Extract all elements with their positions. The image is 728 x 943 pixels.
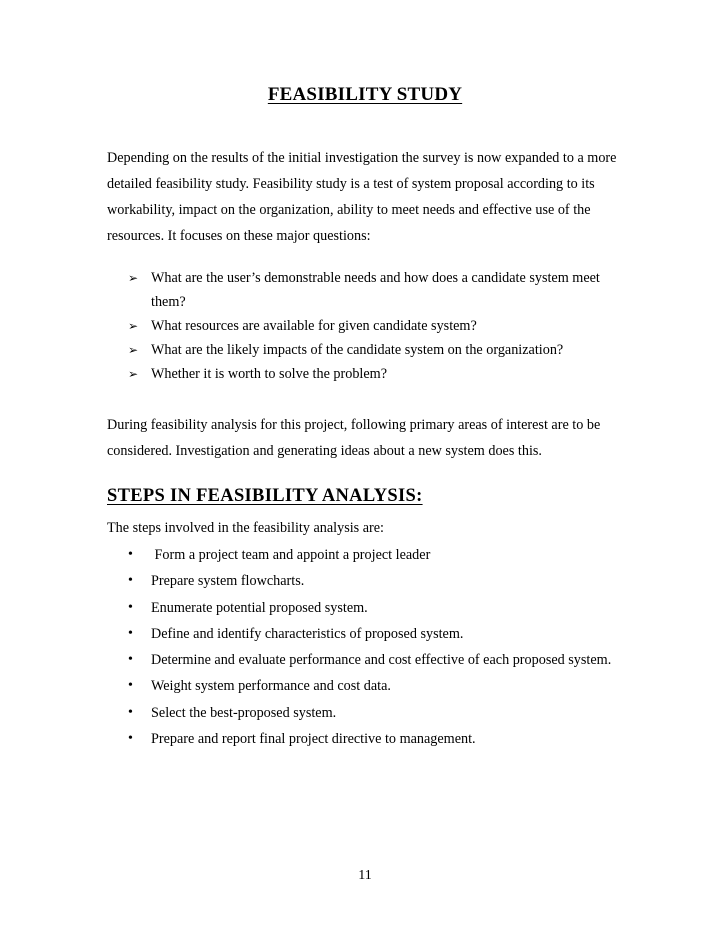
list-item: [128, 727, 611, 753]
intro-paragraph: [107, 145, 647, 249]
bullet-icon: •: [128, 573, 133, 589]
list-item-text: Weight system performance and cost data.: [151, 678, 391, 695]
bullet-icon: •: [128, 731, 133, 747]
bullet-icon: •: [128, 599, 133, 615]
paragraph-line: During feasibility analysis for this project, following primary areas of interest are to be: [107, 417, 601, 433]
arrowhead-icon: ➢: [128, 271, 139, 285]
list-item: [128, 543, 611, 569]
steps-list: [128, 543, 611, 753]
list-item-line: Whether it is worth to solve the problem?: [151, 366, 388, 382]
list-item-line: them?: [151, 294, 186, 310]
list-item: [128, 266, 600, 314]
paragraph-line: Depending on the results of the initial investigation the survey is now expanded to a more: [107, 150, 617, 166]
list-item: [128, 569, 611, 595]
list-item-text: Prepare system flowcharts.: [151, 573, 305, 590]
arrowhead-icon: ➢: [128, 319, 139, 333]
list-item: [128, 622, 611, 648]
paragraph-line: resources. It focuses on these major questions:: [107, 228, 371, 244]
bullet-icon: •: [128, 704, 133, 720]
list-item: [128, 338, 600, 362]
list-item-line: What are the likely impacts of the candidate system on the organization?: [151, 342, 564, 358]
list-item-text: Prepare and report final project directive to management.: [151, 731, 476, 748]
analysis-paragraph: [107, 412, 647, 464]
arrowhead-icon: ➢: [128, 367, 139, 381]
list-item: [128, 362, 600, 386]
list-item-text: Enumerate potential proposed system.: [151, 599, 368, 616]
section-intro-text: The steps involved in the feasibility analysis are:: [107, 520, 384, 536]
list-item-text: Select the best-proposed system.: [151, 704, 337, 721]
bullet-icon: •: [128, 547, 133, 562]
section-heading: STEPS IN FEASIBILITY ANALYSIS:: [107, 486, 423, 506]
bullet-icon: •: [128, 678, 133, 694]
bullet-icon: •: [128, 625, 133, 641]
list-item: [128, 701, 611, 727]
list-item: [128, 674, 611, 700]
list-item-line: What resources are available for given candidate system?: [151, 318, 477, 334]
list-item-text: Determine and evaluate performance and cost effective of each proposed system.: [151, 652, 612, 669]
page-number: 11: [358, 868, 372, 883]
list-item: [128, 596, 611, 622]
list-item: [128, 314, 600, 338]
list-item: [128, 648, 611, 674]
questions-list: [128, 266, 600, 386]
paragraph-line: workability, impact on the organization, ability to meet needs and effective use of the: [107, 202, 591, 218]
list-item-text: Form a project team and appoint a project leader: [151, 547, 431, 563]
paragraph-line: detailed feasibility study. Feasibility study is a test of system proposal according to its: [107, 176, 595, 192]
list-item-line: What are the user’s demonstrable needs and how does a candidate system meet: [151, 270, 600, 286]
arrowhead-icon: ➢: [128, 343, 139, 357]
bullet-icon: •: [128, 652, 133, 668]
list-item-text: Define and identify characteristics of proposed system.: [151, 625, 464, 642]
page-title: FEASIBILITY STUDY: [267, 84, 463, 105]
paragraph-line: considered. Investigation and generating ideas about a new system does this.: [107, 443, 542, 459]
